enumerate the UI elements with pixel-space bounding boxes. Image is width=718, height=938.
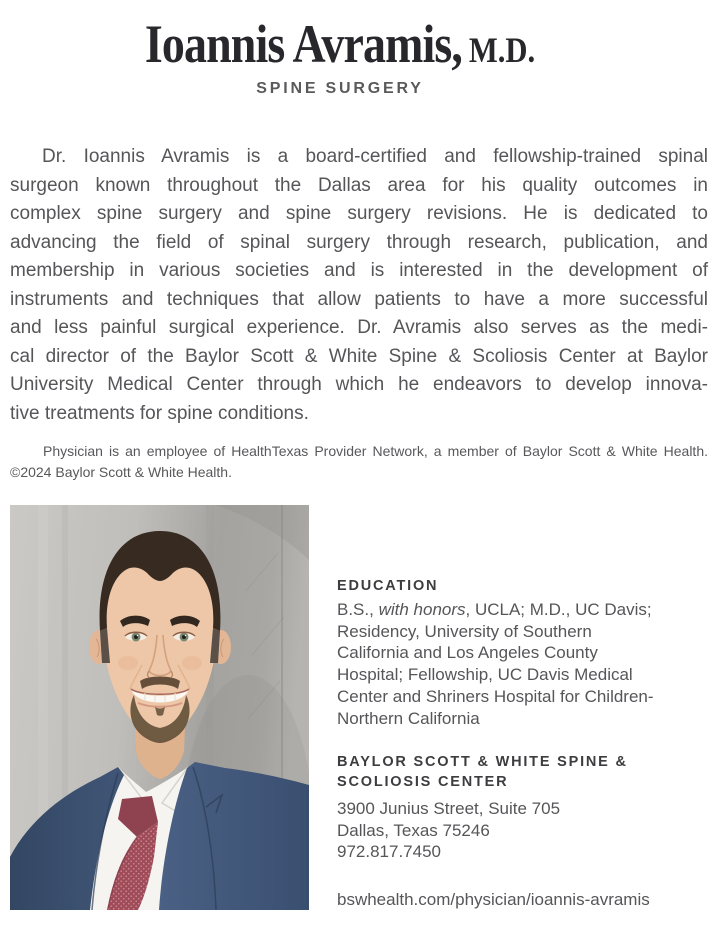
bio-line: Dr. Ioannis Avramis is a board-certified and fellowship-trained spinal [42, 146, 708, 167]
disclaimer [10, 441, 708, 482]
education-line: Center and Shriners Hospital for Children- [337, 686, 654, 706]
phone-number: 972.817.7450 [337, 842, 441, 862]
bio-line: tive treatments for spine conditions. [10, 402, 309, 424]
copyright-line: ©2024 Baylor Scott & White Health. [10, 463, 232, 480]
bio-line: surgeon known throughout the Dallas area for his quality outcomes in [10, 174, 708, 196]
specialty-label: SPINE SURGERY [256, 80, 424, 97]
bio-line: University Medical Center through which he endeavors to develop innova- [10, 374, 708, 395]
page-header [10, 16, 670, 98]
bio-line: membership in various societies and is interested in the development of [10, 260, 708, 281]
practice-heading-line: SCOLIOSIS CENTER [337, 773, 509, 790]
practice-heading [337, 753, 708, 792]
physician-photo [10, 505, 309, 910]
physician-name-text: Ioannis Avramis, [144, 14, 463, 74]
physician-name [60, 16, 621, 78]
bio-line: instruments and techniques that allow patients to have a more successful [10, 288, 708, 310]
bio-line: advancing the field of spinal surgery through research, publication, and [10, 231, 708, 253]
address-street: 3900 Junius Street, Suite 705 [337, 799, 561, 818]
bio-line: and less painful surgical experience. Dr. Avramis also serves as the medi- [10, 317, 708, 338]
address-city: Dallas, Texas 75246 [337, 820, 490, 840]
portrait-illustration [10, 505, 309, 910]
bio-paragraph [10, 143, 708, 428]
education-heading: EDUCATION [337, 578, 439, 594]
education-line: California and Los Angeles County [337, 643, 598, 663]
physician-credentials: M.D. [468, 30, 536, 70]
website-url: bswhealth.com/physician/ioannis-avramis [337, 890, 650, 909]
education-line: Northern California [337, 708, 480, 728]
education-line: Residency, University of Southern [337, 621, 592, 641]
practice-address [337, 798, 708, 863]
disclaimer-line: Physician is an employee of HealthTexas Provider Network, a member of Baylor Scott & White Health. [43, 443, 708, 459]
with-honors-italic: with honors [378, 600, 466, 619]
education-line: B.S., with honors, UCLA; M.D., UC Davis; [337, 600, 652, 619]
education-line: Hospital; Fellowship, UC Davis Medical [337, 665, 633, 685]
bio-line: cal director of the Baylor Scott & White Spine & Scoliosis Center at Baylor [10, 345, 708, 367]
practice-heading-line: BAYLOR SCOTT & WHITE SPINE & [337, 754, 628, 770]
bio-line: complex spine surgery and spine surgery revisions. He is dedicated to [10, 203, 708, 224]
education-body [337, 599, 708, 729]
